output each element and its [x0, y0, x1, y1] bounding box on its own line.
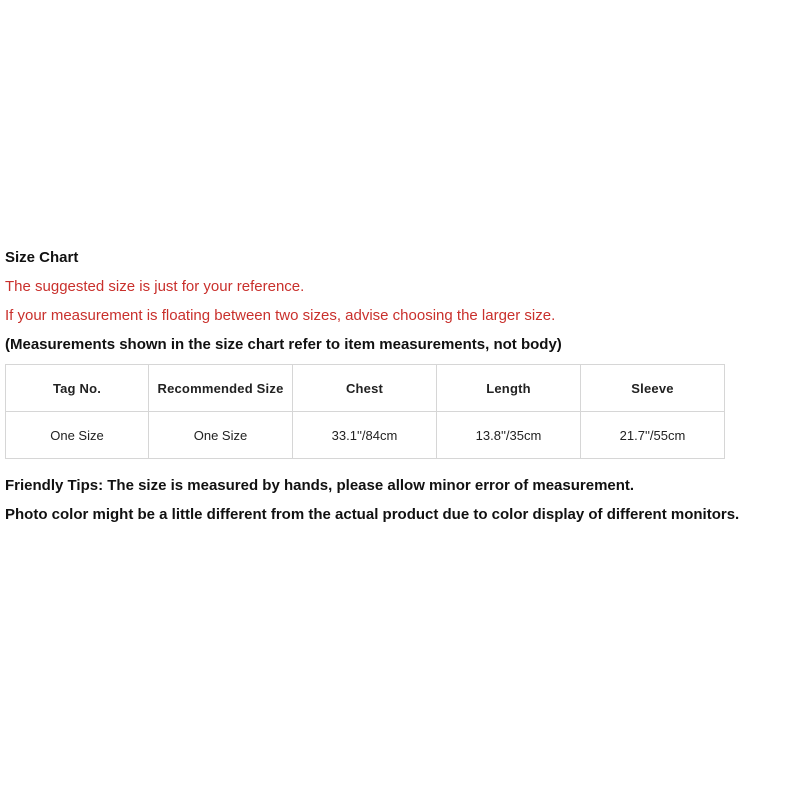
measurement-info-note: (Measurements shown in the size chart refer to item measurements, not body) — [5, 336, 562, 353]
color-tip: Photo color might be a little different from the actual product due to color display of different monitors. — [5, 506, 740, 523]
cell-tag-no: One Size — [6, 412, 149, 459]
size-advice-note: If your measurement is floating between two sizes, advise choosing the larger size. — [5, 307, 556, 324]
table-header-row — [6, 365, 725, 412]
cell-chest: 33.1''/84cm — [293, 412, 437, 459]
size-chart-section — [5, 248, 795, 534]
cell-sleeve: 21.7''/55cm — [581, 412, 725, 459]
reference-note: The suggested size is just for your reference. — [5, 278, 305, 295]
header-recommended-size: Recommended Size — [149, 365, 293, 412]
header-tag-no: Tag No. — [6, 365, 149, 412]
header-length: Length — [437, 365, 581, 412]
size-chart-title: Size Chart — [5, 249, 79, 266]
cell-length: 13.8''/35cm — [437, 412, 581, 459]
cell-recommended-size: One Size — [149, 412, 293, 459]
header-sleeve: Sleeve — [581, 365, 725, 412]
header-chest: Chest — [293, 365, 437, 412]
tips-section — [5, 476, 795, 525]
table-row — [6, 412, 725, 459]
size-table — [5, 364, 725, 459]
friendly-tip: Friendly Tips: The size is measured by hands, please allow minor error of measurement. — [5, 477, 635, 494]
